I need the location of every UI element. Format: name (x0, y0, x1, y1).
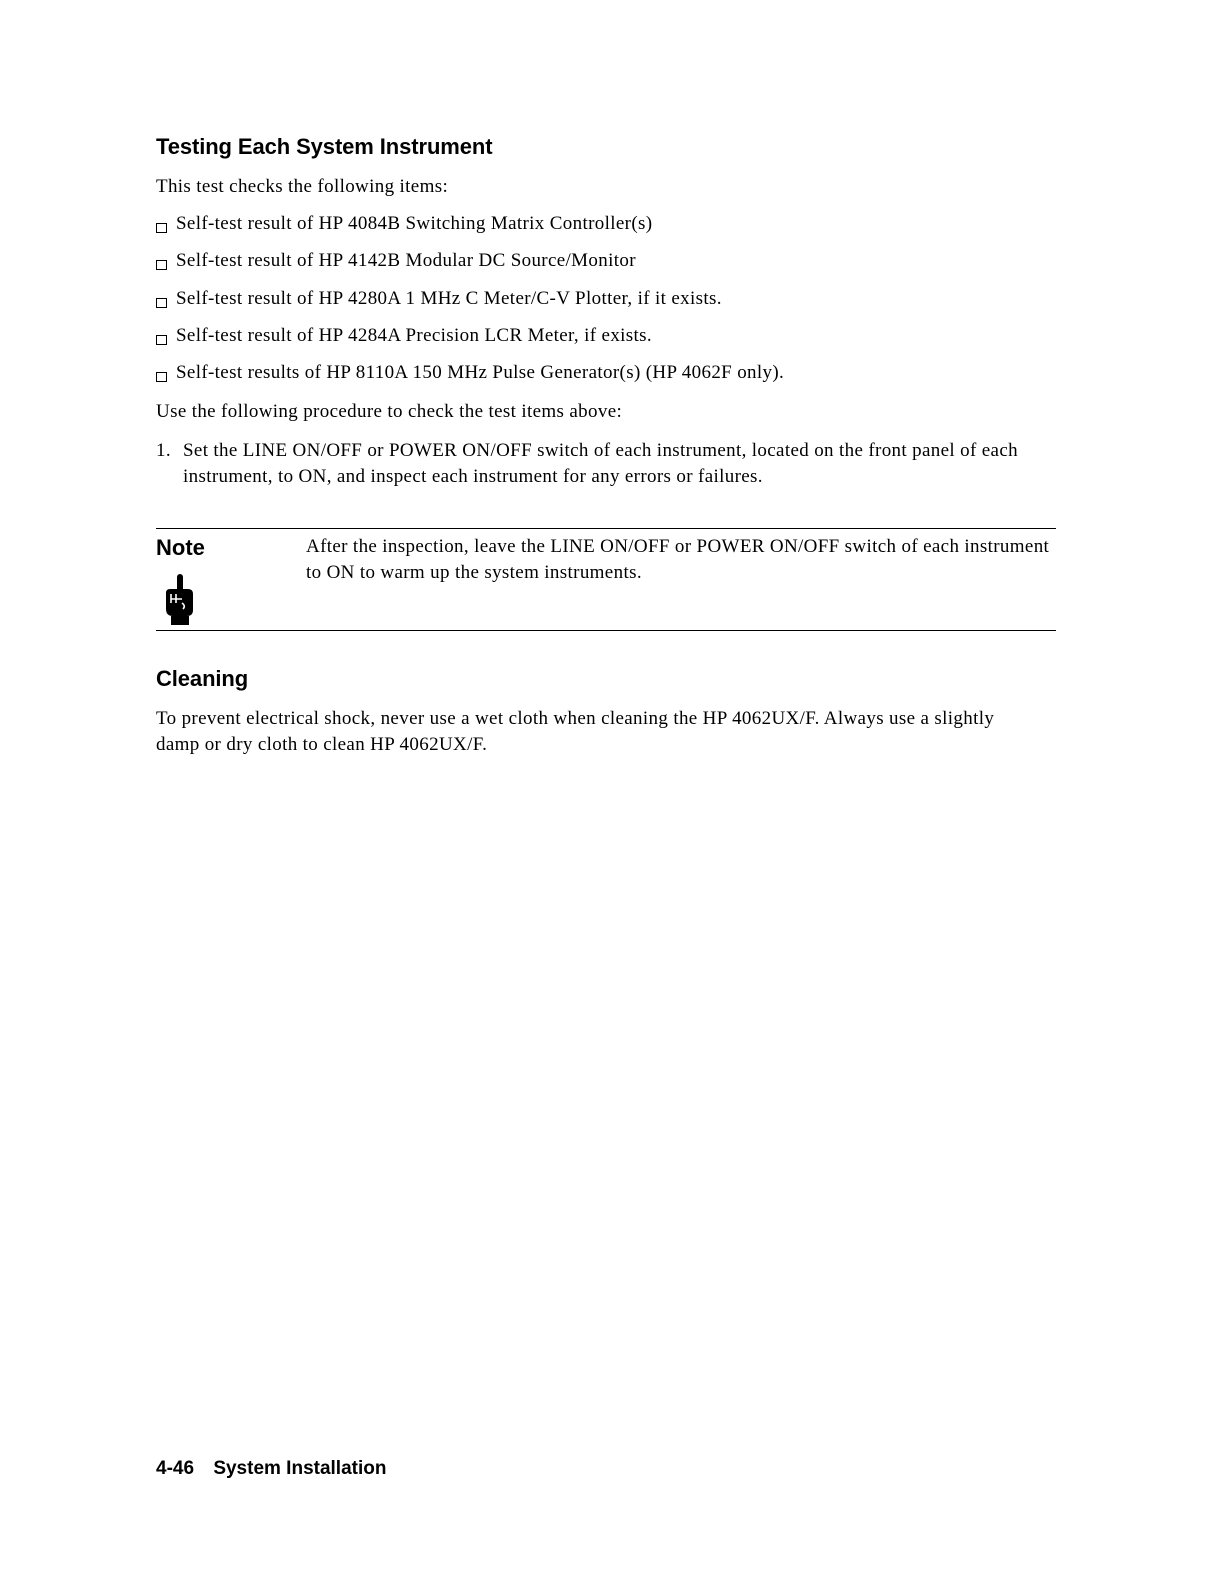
section-heading-cleaning: Cleaning (156, 666, 249, 691)
page-footer (156, 1458, 386, 1480)
checkbox-icon (156, 335, 167, 345)
procedure-step (156, 438, 1036, 490)
list-item-text: Self-test result of HP 4084B Switching Matrix Controller(s) (176, 213, 653, 234)
checkbox-icon (156, 298, 167, 308)
checkbox-icon (156, 372, 167, 382)
chapter-title: System Installation (213, 1458, 387, 1479)
list-item-text: Self-test result of HP 4142B Modular DC Source/Monitor (176, 250, 636, 272)
list-item (156, 211, 784, 248)
intro-paragraph: This test checks the following items: (156, 176, 449, 197)
procedure-intro: Use the following procedure to check the test items above: (156, 401, 623, 422)
cleaning-paragraph: To prevent electrical shock, never use a wet cloth when cleaning the HP 4062UX/F. Always use a slightly damp or dry cloth to clean HP 4062UX/F. (156, 708, 995, 755)
step-text: Set the LINE ON/OFF or POWER ON/OFF switch of each instrument, located on the front panel of each instrument, to ON, and inspect each instrument for any errors or failures. (183, 440, 1018, 487)
note-bottom-rule (156, 630, 1056, 631)
section-heading-testing: Testing Each System Instrument (156, 134, 493, 159)
list-item-text: Self-test result of HP 4280A 1 MHz C Meter/C-V Plotter, if it exists. (176, 287, 722, 309)
list-item-text: Self-test result of HP 4284A Precision LCR Meter, if exists. (176, 324, 653, 346)
check-items-list (156, 211, 784, 397)
list-item (156, 286, 784, 323)
list-item-text: Self-test results of HP 8110A 150 MHz Pulse Generator(s) (HP 4062F only). (176, 362, 785, 384)
list-item (156, 248, 784, 285)
checkbox-icon (156, 223, 167, 233)
list-item (156, 323, 784, 360)
list-item (156, 360, 784, 397)
pointing-hand-icon (162, 572, 196, 626)
step-number: 1. (156, 440, 171, 461)
checkbox-icon (156, 260, 167, 270)
note-label: Note (156, 535, 205, 560)
note-top-rule (156, 528, 1056, 529)
note-text: After the inspection, leave the LINE ON/OFF or POWER ON/OFF switch of each instrument to ON to warm up the system instruments. (306, 536, 1050, 583)
page-number: 4-46 (156, 1458, 195, 1479)
